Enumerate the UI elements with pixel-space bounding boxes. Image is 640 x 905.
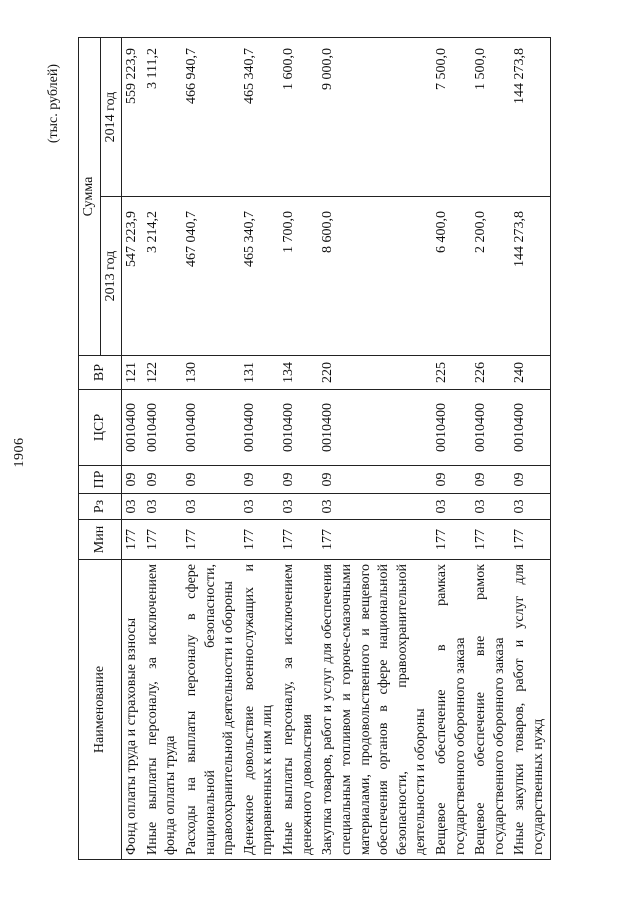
row-csr: 0010400	[471, 390, 510, 466]
row-amount-2013: 6 400,0	[432, 197, 471, 356]
row-name: Закупка товаров, работ и услуг для обеспечения специальным топливом и горюче-смазочными материалами, продовольственного и вещевого обеспечения органов в сфере национальной безопасности, правоохранительной деятельности и обороны	[318, 560, 432, 860]
row-csr: 0010400	[240, 390, 279, 466]
table-row	[510, 38, 550, 860]
header-min: Мин	[79, 520, 122, 560]
row-rz: 03	[122, 494, 143, 520]
row-vr: 225	[432, 356, 471, 390]
table-row	[122, 38, 143, 860]
row-pr: 09	[432, 466, 471, 494]
row-amount-2013: 467 040,7	[182, 197, 240, 356]
row-csr: 0010400	[182, 390, 240, 466]
row-vr: 121	[122, 356, 143, 390]
row-csr: 0010400	[279, 390, 318, 466]
header-sum: Сумма	[79, 38, 101, 356]
row-amount-2013: 547 223,9	[122, 197, 143, 356]
row-min: 177	[471, 520, 510, 560]
row-name: Иные выплаты персоналу, за исключением денежного довольствия	[279, 560, 318, 860]
row-pr: 09	[122, 466, 143, 494]
row-amount-2013: 144 273,8	[510, 197, 550, 356]
header-rz: Рз	[79, 494, 122, 520]
row-csr: 0010400	[122, 390, 143, 466]
header-vr: ВР	[79, 356, 122, 390]
row-amount-2013: 8 600,0	[318, 197, 432, 356]
row-name: Иные выплаты персоналу, за исключением фонда оплаты труда	[143, 560, 182, 860]
table-row	[182, 38, 240, 860]
row-rz: 03	[318, 494, 432, 520]
row-min: 177	[432, 520, 471, 560]
budget-table	[78, 37, 551, 860]
row-amount-2013: 465 340,7	[240, 197, 279, 356]
row-min: 177	[182, 520, 240, 560]
row-name: Вещевое обеспечение в рамках государственного оборонного заказа	[432, 560, 471, 860]
row-vr: 226	[471, 356, 510, 390]
page-number: 1906	[12, 437, 27, 468]
row-pr: 09	[182, 466, 240, 494]
row-amount-2013: 3 214,2	[143, 197, 182, 356]
row-pr: 09	[318, 466, 432, 494]
row-csr: 0010400	[143, 390, 182, 466]
row-vr: 130	[182, 356, 240, 390]
row-rz: 03	[240, 494, 279, 520]
table-row	[432, 38, 471, 860]
table-row	[471, 38, 510, 860]
row-amount-2014: 3 111,2	[143, 38, 182, 197]
row-csr: 0010400	[510, 390, 550, 466]
row-min: 177	[279, 520, 318, 560]
row-vr: 220	[318, 356, 432, 390]
table-row	[143, 38, 182, 860]
row-amount-2014: 144 273,8	[510, 38, 550, 197]
row-pr: 09	[279, 466, 318, 494]
header-2013: 2013 год	[100, 197, 122, 356]
row-amount-2013: 1 700,0	[279, 197, 318, 356]
row-rz: 03	[182, 494, 240, 520]
row-vr: 122	[143, 356, 182, 390]
row-pr: 09	[240, 466, 279, 494]
header-row	[79, 38, 101, 860]
row-amount-2014: 559 223,9	[122, 38, 143, 197]
row-min: 177	[318, 520, 432, 560]
header-csr: ЦСР	[79, 390, 122, 466]
table-row	[240, 38, 279, 860]
row-amount-2014: 1 500,0	[471, 38, 510, 197]
row-min: 177	[143, 520, 182, 560]
header-2014: 2014 год	[100, 38, 122, 197]
row-pr: 09	[143, 466, 182, 494]
row-vr: 240	[510, 356, 550, 390]
row-rz: 03	[471, 494, 510, 520]
row-name: Денежное довольствие военнослужащих и приравненных к ним лиц	[240, 560, 279, 860]
table-row	[279, 38, 318, 860]
row-amount-2013: 2 200,0	[471, 197, 510, 356]
row-rz: 03	[432, 494, 471, 520]
row-amount-2014: 7 500,0	[432, 38, 471, 197]
row-min: 177	[240, 520, 279, 560]
header-name: Наименование	[79, 560, 122, 860]
row-vr: 131	[240, 356, 279, 390]
row-csr: 0010400	[432, 390, 471, 466]
row-min: 177	[510, 520, 550, 560]
row-rz: 03	[279, 494, 318, 520]
row-pr: 09	[510, 466, 550, 494]
row-amount-2014: 465 340,7	[240, 38, 279, 197]
row-csr: 0010400	[318, 390, 432, 466]
row-rz: 03	[143, 494, 182, 520]
row-rz: 03	[510, 494, 550, 520]
row-name: Иные закупки товаров, работ и услуг для государственных нужд	[510, 560, 550, 860]
row-amount-2014: 9 000,0	[318, 38, 432, 197]
header-pr: ПР	[79, 466, 122, 494]
row-amount-2014: 1 600,0	[279, 38, 318, 197]
row-amount-2014: 466 940,7	[182, 38, 240, 197]
table-row	[318, 38, 432, 860]
row-vr: 134	[279, 356, 318, 390]
row-min: 177	[122, 520, 143, 560]
row-name: Расходы на выплаты персоналу в сфере национальной безопасности, правоохранительной деятельности и обороны	[182, 560, 240, 860]
units-note: (тыс. рублей)	[46, 64, 61, 144]
row-name: Вещевое обеспечение вне рамок государственного оборонного заказа	[471, 560, 510, 860]
row-pr: 09	[471, 466, 510, 494]
row-name: Фонд оплаты труда и страховые взносы	[122, 560, 143, 860]
